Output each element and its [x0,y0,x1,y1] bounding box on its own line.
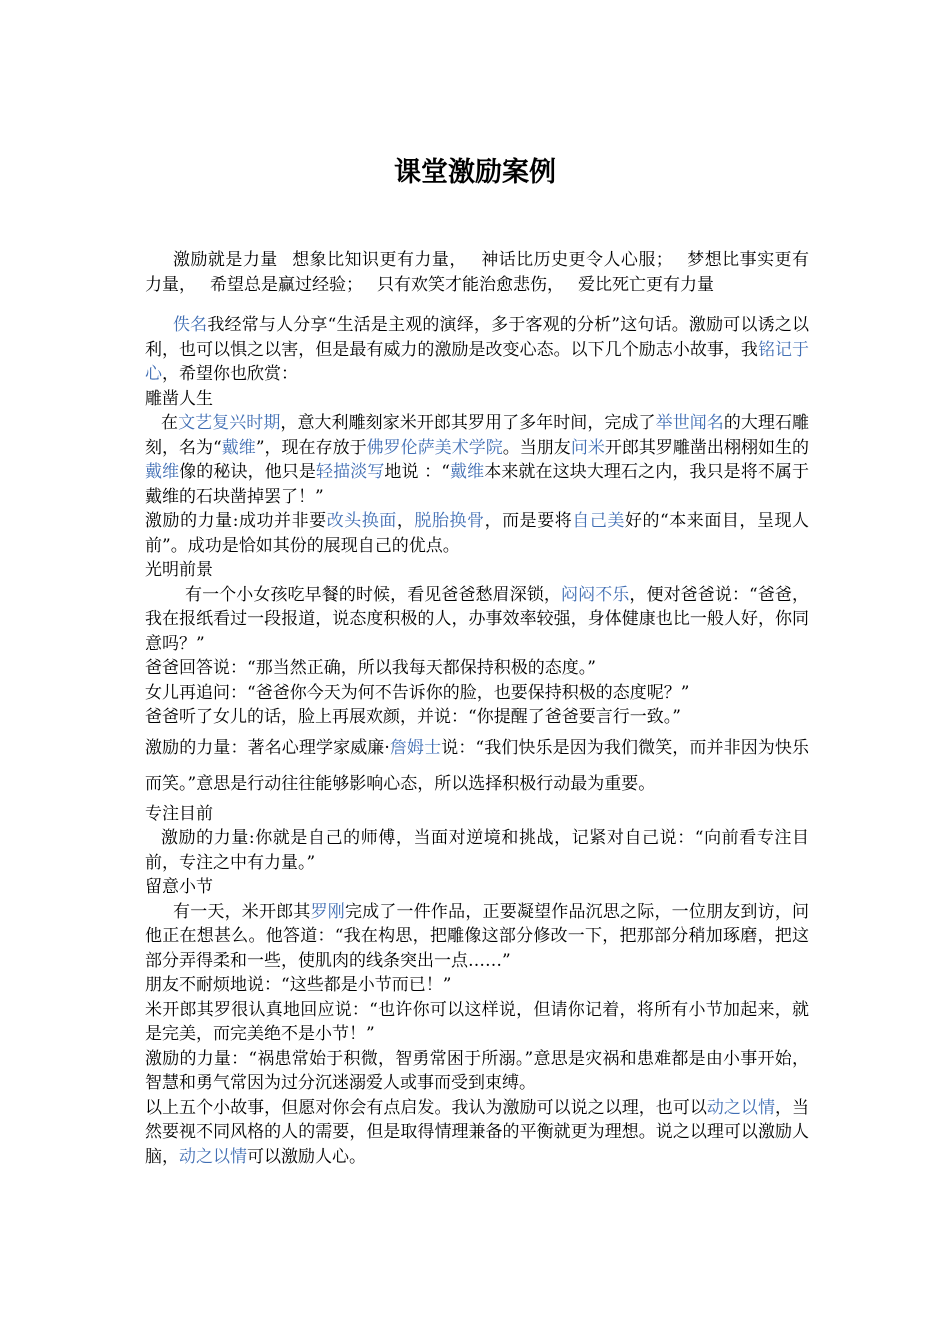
story-1-text: 开郎其罗雕凿出栩栩如生的 [604,437,810,458]
story-1-moral [145,509,809,558]
link-unhappy[interactable]: 闷闷不乐 [561,584,630,605]
story-2-moral [145,730,809,802]
story-1-text: 的大理石雕刻，名为“ [145,413,810,458]
link-remember[interactable]: 铭记于心 [145,339,810,384]
section-heading-2: 光明前景 [145,560,213,580]
story-2-line-b: 女儿再追问：“爸爸你今天为何不告诉你的脸，也要保持积极的态度呢？” [145,682,690,703]
page-title: 课堂激励案例 [394,157,556,188]
story-1-text: 。当朋友 [502,437,571,458]
link-david-3[interactable]: 戴维 [449,462,485,482]
intro-text-4: 梦想比事实更有力量， [145,250,810,295]
moral-text: ， [396,511,415,531]
link-ask-mi[interactable]: 问米 [570,437,605,458]
moral-text: 说：“我们快乐是因为我们微笑，而并非因为快乐而笑。”意思是行动往往能够影响心态，所以选择积极行动最为重要。 [145,737,810,794]
closing-paragraph [145,1096,809,1170]
preface-text: 我经常与人分享“生活是主观的演绎，多于客观的分析”这句话。激励可以诱之以利，也可以惧之以害，但是最有威力的激励是改变心态。以下几个励志小故事，我 [145,315,809,360]
section-heading-4: 留意小节 [145,877,213,897]
link-reborn[interactable]: 脱胎换骨 [414,511,485,531]
intro-text-1: 激励就是力量 [173,250,278,270]
story-1-text: 像的秘诀，他只是 [179,462,317,482]
story-2-line-a: 爸爸回答说：“那当然正确，所以我每天都保持积极的态度。” [145,658,596,678]
moral-text: ，而是要将 [484,511,573,531]
link-world-famous[interactable]: 举世闻名 [655,413,724,433]
story-4-line-b: 米开郎其罗很认真地回应说：“也许你可以这样说，但请你记着，将所有小节加起来，就是完美，而完美绝不是小节！” [145,999,809,1044]
story-3-paragraph: 激励的力量:你就是自己的师傅，当面对逆境和挑战，记紧对自己说：“向前看专注目前，专注之中有力量。” [145,828,809,873]
story-4-paragraph [145,900,809,974]
link-move-with-emotion-2[interactable]: 动之以情 [179,1146,247,1167]
link-florence-academy[interactable]: 佛罗伦萨美术学院 [366,437,503,458]
link-understated[interactable]: 轻描淡写 [316,462,385,482]
story-2-text: 有一个小女孩吃早餐的时候，看见爸爸愁眉深锁， [185,584,562,605]
link-anonymous[interactable]: 佚名 [173,315,208,335]
story-1-text: ”，现在存放于 [255,437,367,458]
intro-paragraph [145,248,809,297]
closing-text: 以上五个小故事，但愿对你会有点启发。我认为激励可以说之以理，也可以 [145,1097,707,1118]
closing-text: ，当然要视不同风格的人的需要，但是取得情理兼备的平衡就更为理想。说之以理可以激励人脑， [145,1097,810,1167]
story-2-paragraph [145,583,809,657]
intro-text-6: 只有欢笑才能治愈悲伤， [377,274,564,295]
preface-paragraph [145,313,809,387]
story-4-moral: 激励的力量：“祸患常始于积微，智勇常困于所溺。”意思是灾祸和患难都是由小事开始，智慧和勇气常因为过分沉迷溺爱人或事而受到束缚。 [145,1048,809,1093]
intro-text-2: 想象比知识更有力量， [291,250,467,270]
story-1-text: 在 [161,413,179,433]
preface-text-end: ，希望你也欣赏： [162,364,298,384]
story-1-text: ，意大利雕刻家米开郎其罗用了多年时间，完成了 [280,413,656,433]
intro-text-3: 神话比历史更令人心服； [480,250,673,270]
section-heading-1: 雕凿人生 [145,388,213,409]
closing-text: 可以激励人心。 [247,1146,366,1167]
story-1-text: 地说 ：“ [384,462,450,482]
story-1-text: 本来就在这块大理石之内，我只是将不属于戴维的石块凿掉罢了！” [145,462,810,507]
story-2-line-c: 爸爸听了女儿的话，脸上再展欢颜，并说：“你提醒了爸爸要言行一致。” [145,707,681,727]
section-heading-3: 专注目前 [145,803,213,824]
link-move-with-emotion[interactable]: 动之以情 [706,1097,775,1118]
intro-text-5: 希望总是赢过经验； [210,274,363,295]
link-self-beauty[interactable]: 自己美 [572,511,625,531]
link-just-finished[interactable]: 罗刚 [310,901,345,922]
link-james[interactable]: 詹姆士 [389,737,442,758]
moral-text: 激励的力量：著名心理学家威廉· [145,737,390,758]
story-2-text: ，便对爸爸说：“爸爸，我在报纸看过一段报道，说态度积极的人，办事效率较强，身体健康也比一般人好，你同意吗？” [145,584,809,654]
intro-text-7: 爱比死亡更有力量 [578,274,714,295]
moral-text: 好的“本来面目，呈现人前”。成功是恰如其份的展现自己的优点。 [145,511,810,556]
story-4-text: 有一天，米开郎其 [173,901,311,922]
link-change-face[interactable]: 改头换面 [326,511,397,531]
story-4-text: 完成了一件作品，正要凝望作品沉思之际，一位朋友到访，问他正在想甚么。他答道：“我在构思，把雕像这部分修改一下，把那部分稍加琢磨，把这部分弄得柔和一些，使肌肉的线条突出一点……” [145,901,810,971]
moral-text: 激励的力量:成功并非要 [145,511,327,531]
link-renaissance[interactable]: 文艺复兴时期 [178,413,281,433]
story-1-paragraph [145,411,809,509]
document-body [145,248,809,1169]
link-david[interactable]: 戴维 [221,437,256,458]
story-4-line-a: 朋友不耐烦地说：“这些都是小节而已！” [145,975,452,995]
link-david-2[interactable]: 戴维 [145,462,180,482]
